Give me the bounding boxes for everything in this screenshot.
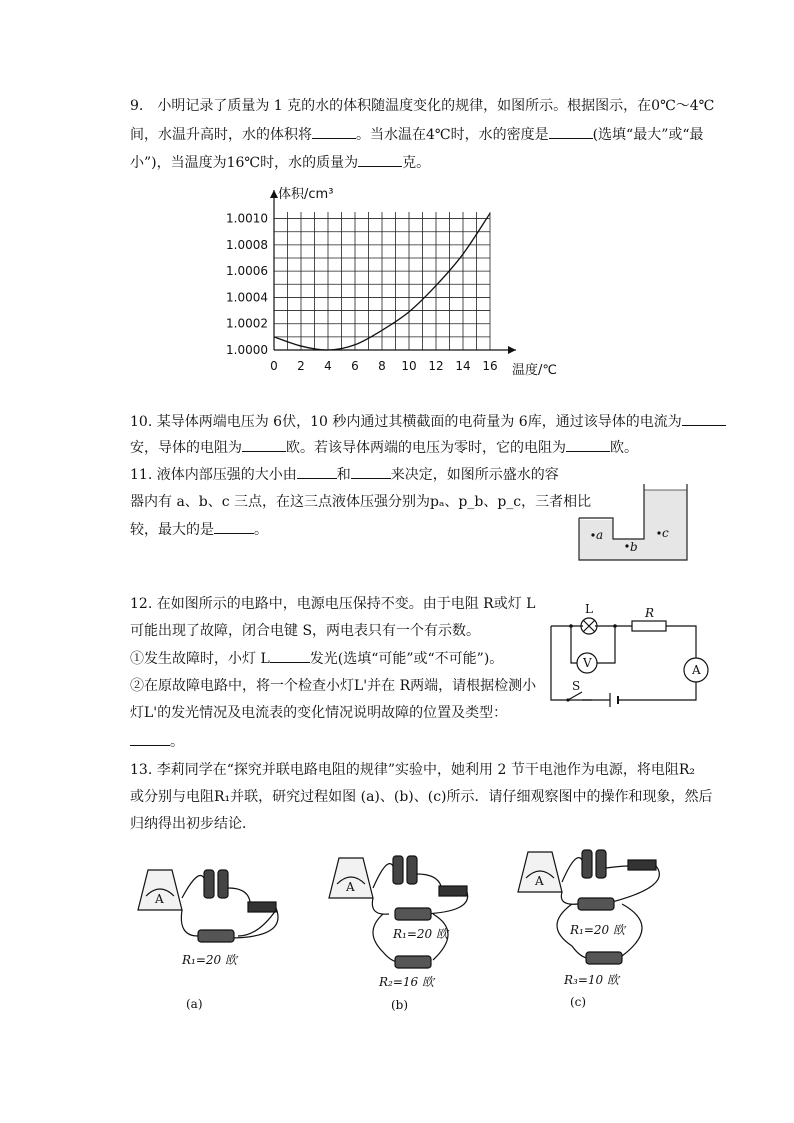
battery-cell xyxy=(407,856,417,884)
q10-text: 安，导体的电阻为 xyxy=(130,440,242,456)
r2-label: R₂=16 欧 xyxy=(379,975,434,989)
x-axis-arrow xyxy=(508,346,516,354)
y-tick-label: 1.0010 xyxy=(226,211,268,226)
battery-cell xyxy=(393,856,403,884)
answer-blank[interactable] xyxy=(351,464,391,479)
answer-blank[interactable] xyxy=(242,437,286,452)
point-a-dot xyxy=(591,533,594,536)
q12-line4: ②在原故障电路中，将一个检查小灯L'并在 R两端，请根据检测小 xyxy=(130,678,537,694)
q12-line2: 可能出现了故障，闭合电键 S，两电表只有一个有示数。 xyxy=(130,623,481,639)
switch-base xyxy=(628,860,656,870)
battery-cell xyxy=(204,870,214,898)
figure-caption-c: (c) xyxy=(570,995,587,1009)
q12-text: 发光(选填“可能”或“不可能”)。 xyxy=(309,651,504,667)
r1-label: R₁=20 欧 xyxy=(393,927,448,941)
q11-text: 较，最大的是 xyxy=(130,522,214,538)
q10-line2 xyxy=(130,437,638,458)
resistor-label: R xyxy=(645,606,655,620)
x-tick-label: 6 xyxy=(351,359,359,373)
r3-label: R₃=10 欧 xyxy=(564,973,619,987)
answer-blank[interactable] xyxy=(214,519,254,534)
q11-text: 。 xyxy=(254,522,268,538)
figure-caption-b: (b) xyxy=(391,998,409,1012)
battery-cell xyxy=(218,870,228,898)
q12-line5: 灯L'的发光情况及电流表的变化情况说明故障的位置及类型： xyxy=(130,705,508,721)
q10-text: 欧。若该导体两端的电压为零时，它的电阻为 xyxy=(286,440,566,456)
switch-label: S xyxy=(572,679,581,693)
resistor-symbol xyxy=(632,621,666,631)
q12-text: 。 xyxy=(170,734,184,750)
y-tick-label: 1.0000 xyxy=(226,343,268,357)
q10-line1 xyxy=(130,411,726,432)
ammeter-label: A xyxy=(692,663,701,677)
answer-blank[interactable] xyxy=(270,648,310,663)
resistor-r1 xyxy=(395,908,431,920)
q10-text: 欧。 xyxy=(610,440,638,456)
y-axis-label: 体积/cm³ xyxy=(278,187,334,202)
point-a-label: a xyxy=(596,528,604,542)
q9-line1: 9. 小明记录了质量为 1 克的水的体积随温度变化的规律，如图所示。根据图示，在0℃～4℃ xyxy=(130,98,715,114)
lamp-cross xyxy=(584,621,595,632)
q11-text: 11. 液体内部压强的大小由 xyxy=(130,467,297,483)
q9-line3 xyxy=(130,152,430,173)
q11-text: 和 xyxy=(336,467,351,483)
q10-text: 10. 某导体两端电压为 6伏，10 秒内通过其横截面的电荷量为 6库，通过该导体的电流为 xyxy=(130,414,682,430)
q13-line3: 归纳得出初步结论． xyxy=(130,816,256,832)
q13-line2: 或分别与电阻R₁并联，研究过程如图 (a)、(b)、(c)所示．请仔细观察图中的操作和现象，然后 xyxy=(130,789,713,805)
answer-blank[interactable] xyxy=(358,152,402,167)
point-b-dot xyxy=(625,544,628,547)
x-tick-label: 16 xyxy=(482,359,498,373)
resistor-r3 xyxy=(586,952,622,964)
q9-text: 小”)，当温度为16℃时，水的质量为 xyxy=(130,155,359,171)
experiment-figure-c xyxy=(512,846,682,1009)
q12-line6 xyxy=(130,731,184,752)
q9-text: 间，水温升高时，水的体积将 xyxy=(130,127,312,143)
x-axis-label: 温度/℃ xyxy=(512,363,557,378)
battery-cell xyxy=(582,850,592,878)
x-tick-label: 0 xyxy=(270,359,278,373)
x-tick-label: 12 xyxy=(428,359,444,373)
answer-blank[interactable] xyxy=(682,411,726,426)
switch-base xyxy=(248,902,276,912)
q12-line3 xyxy=(130,648,503,669)
y-tick-label: 1.0008 xyxy=(226,237,268,252)
resistor-r1 xyxy=(578,898,614,910)
experiment-figure-b xyxy=(323,852,493,1012)
x-tick-label: 2 xyxy=(297,359,305,373)
switch-base xyxy=(439,886,467,896)
q11-line3 xyxy=(130,519,268,540)
answer-blank[interactable] xyxy=(312,124,356,139)
q11-text: 来决定，如图所示盛水的容 xyxy=(390,467,559,483)
q9-text: 。当水温在4℃时，水的密度是 xyxy=(356,127,549,143)
ammeter-letter: A xyxy=(155,892,164,906)
answer-blank[interactable] xyxy=(297,464,337,479)
figure-caption-a: (a) xyxy=(186,997,203,1011)
q9-text: 克。 xyxy=(402,155,431,171)
junction-dot xyxy=(613,624,617,628)
q12-text: ①发生故障时，小灯 L xyxy=(130,651,270,667)
point-b-label: b xyxy=(630,540,638,554)
ammeter-letter: A xyxy=(535,874,544,888)
q13-line1: 13. 李莉同学在“探究并联电路电阻的规律”实验中，她利用 2 节干电池作为电源，将电阻R₂ xyxy=(130,762,695,778)
q11-line1 xyxy=(130,464,559,485)
voltmeter-label: V xyxy=(583,656,592,670)
x-tick-label: 4 xyxy=(324,359,332,373)
y-tick-label: 1.0004 xyxy=(226,290,268,305)
answer-blank[interactable] xyxy=(549,124,593,139)
water-container-figure xyxy=(576,482,690,562)
answer-blank[interactable] xyxy=(566,437,610,452)
point-c-label: c xyxy=(662,526,669,540)
r1-label: R₁=20 欧 xyxy=(182,953,237,967)
r1-label: R₁=20 欧 xyxy=(570,923,625,937)
ammeter-letter: A xyxy=(346,880,355,894)
volume-temperature-chart xyxy=(222,180,557,390)
resistor-r1 xyxy=(198,930,234,942)
resistor-r2 xyxy=(395,956,431,968)
y-tick-label: 1.0002 xyxy=(226,316,268,331)
battery-cell xyxy=(596,850,606,878)
lamp-label: L xyxy=(585,602,593,616)
q11-line2: 器内有 a、b、c 三点，在这三点液体压强分别为pₐ、p_b、p_c，三者相比 xyxy=(130,494,592,510)
switch-pivot xyxy=(566,698,569,701)
switch-symbol xyxy=(568,692,592,700)
q9-text: (选填“最大”或“最 xyxy=(592,127,704,143)
point-c-dot xyxy=(657,531,660,534)
circuit-diagram xyxy=(546,600,706,710)
x-tick-label: 8 xyxy=(378,359,386,373)
y-axis-arrow xyxy=(270,190,278,198)
x-tick-label: 14 xyxy=(455,359,471,373)
q12-line1: 12. 在如图所示的电路中，电源电压保持不变。由于电阻 R或灯 L xyxy=(130,596,536,612)
experiment-figure-a xyxy=(128,858,298,1018)
x-tick-label: 10 xyxy=(401,359,417,373)
q9-line2 xyxy=(130,124,704,145)
junction-dot xyxy=(569,624,573,628)
answer-blank[interactable] xyxy=(130,731,170,746)
y-tick-label: 1.0006 xyxy=(226,264,268,279)
